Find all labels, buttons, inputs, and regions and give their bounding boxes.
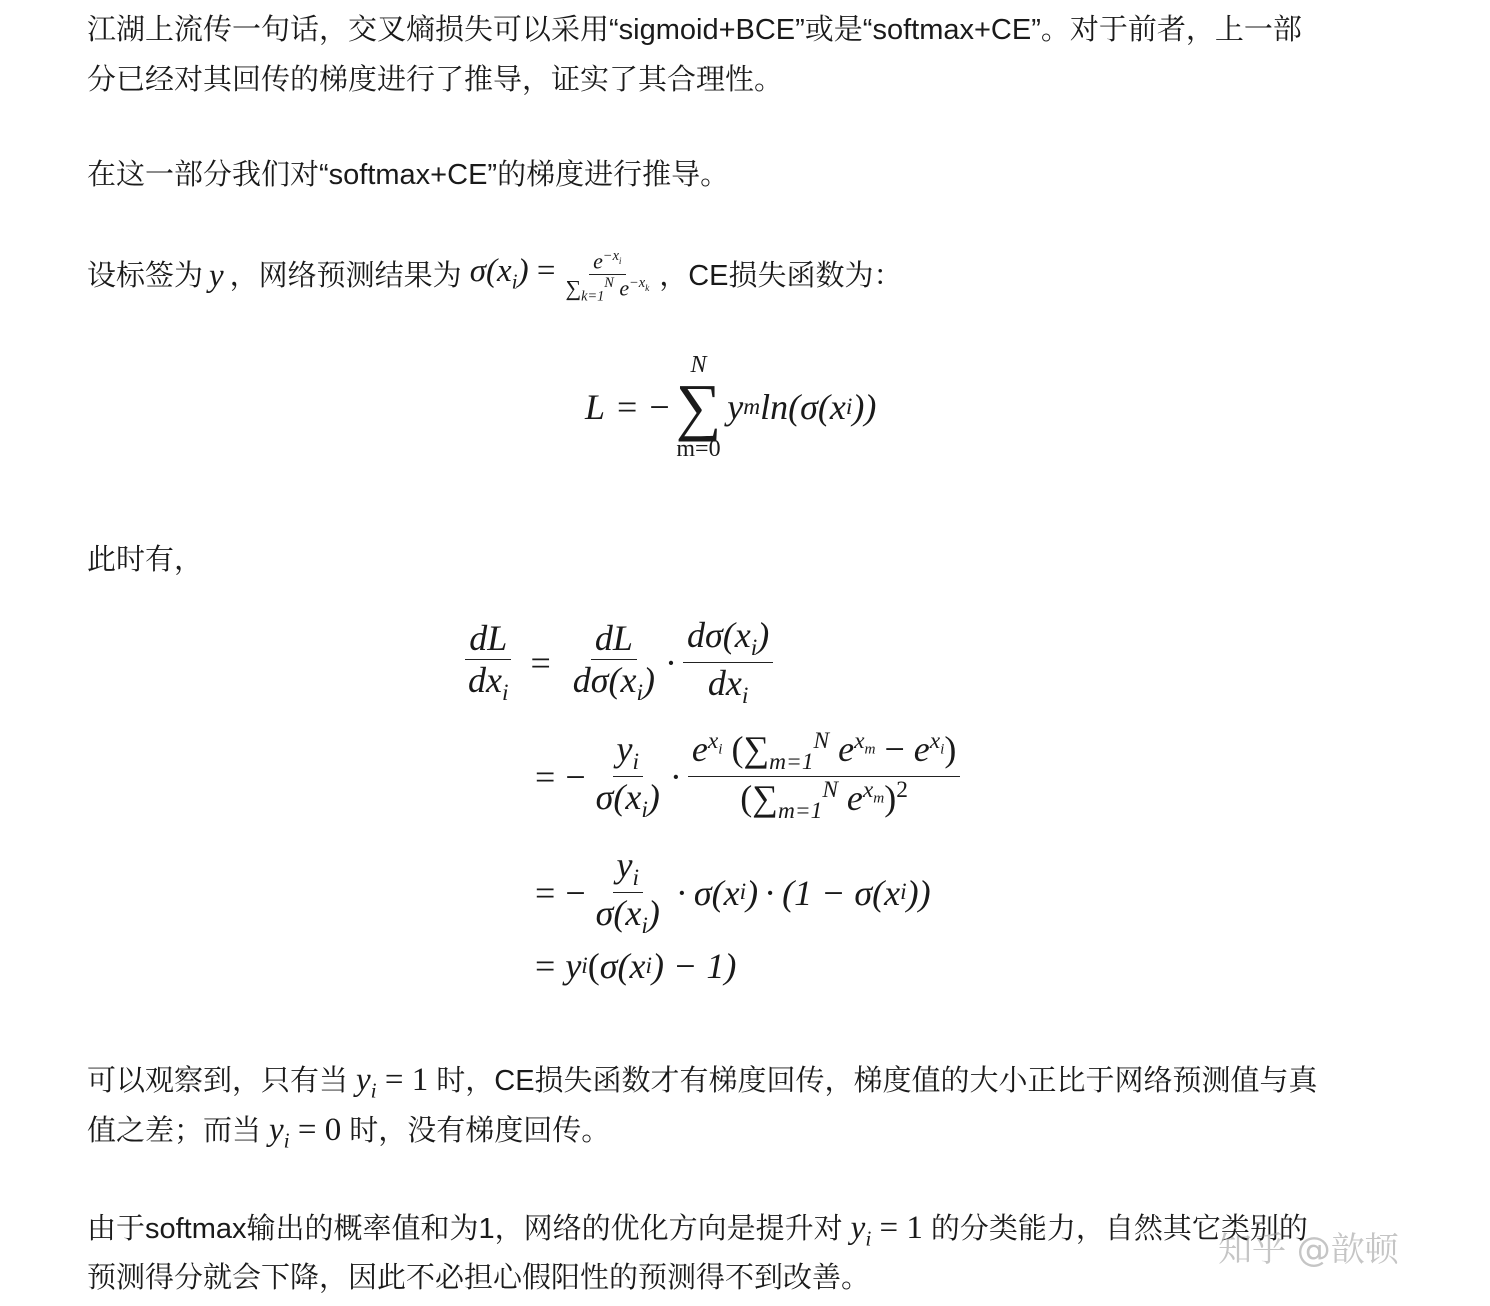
derivation-row-3: = − $\frac{y_i}{\sigma(x_i)}$ · σ(x i ) · (1 − σ(x i )): [535, 845, 931, 940]
paragraph-conclusion-line2: 预测得分就会下降，因此不必担心假阳性的预测得不到改善。: [87, 1262, 871, 1294]
derivation-row-1: $\frac{dL}{dx_i}$ = $\frac{dL}{d\sigma(x_i)}$ · $\frac{d\sigma(x_i)}{dx_i}$: [458, 615, 779, 710]
equation-ce-loss: L = − N ∑ m=0 y m ln(σ(x i )): [585, 352, 877, 462]
derivation-row-4: = y i ( σ(x i ) − 1): [535, 946, 737, 986]
paragraph-observation-line1: 可以观察到，只有当 $y_i = 1$ 时，CE损失函数才有梯度回传，梯度值的大小正比于网络预测值与真: [87, 1062, 1318, 1103]
paragraph-conclusion-line1: 由于softmax输出的概率值和为1，网络的优化方向是提升对 $y_i = 1$ 的分类能力，自然其它类别的: [87, 1210, 1308, 1251]
paragraph-section-intro: 在这一部分我们对“softmax+CE”的梯度进行推导。: [87, 159, 730, 191]
zhihu-watermark: 知乎 @歆顿: [1218, 1230, 1399, 1270]
paragraph-definition: [87, 246, 903, 307]
math-y: y: [209, 258, 224, 295]
paragraph-intro-line1: 江湖上流传一句话，交叉熵损失可以采用“sigmoid+BCE”或是“softmax+CE”。对于前者，上一部: [87, 14, 1302, 46]
softmax-fraction: $\frac{e^{-x_i}}{\sum_{k=1}^N e^{-x_k}}$: [565, 247, 650, 305]
text: ，CE损失函数为：: [659, 260, 903, 293]
text: ，网络预测结果为: [229, 260, 462, 293]
paragraph-intro-line2: 分已经对其回传的梯度进行了推导，证实了其合理性。: [87, 64, 784, 96]
derivation-row-2: = − $\frac{y_i}{\sigma(x_i)}$ · $\frac{e^{x_i} (\sum_{m=1}^N e^{x_m} - e^{x_i})}{(\sum_{m=1}^N e^{x_m})^2}$: [535, 728, 966, 825]
paragraph-observation-line2: 值之差；而当 $y_i = 0$ 时，没有梯度回传。: [87, 1112, 611, 1153]
math-softmax-def: $\sigma(x_i)$ =: [469, 253, 556, 294]
text: 设标签为: [87, 260, 204, 293]
paragraph-then: 此时有，: [87, 544, 204, 576]
